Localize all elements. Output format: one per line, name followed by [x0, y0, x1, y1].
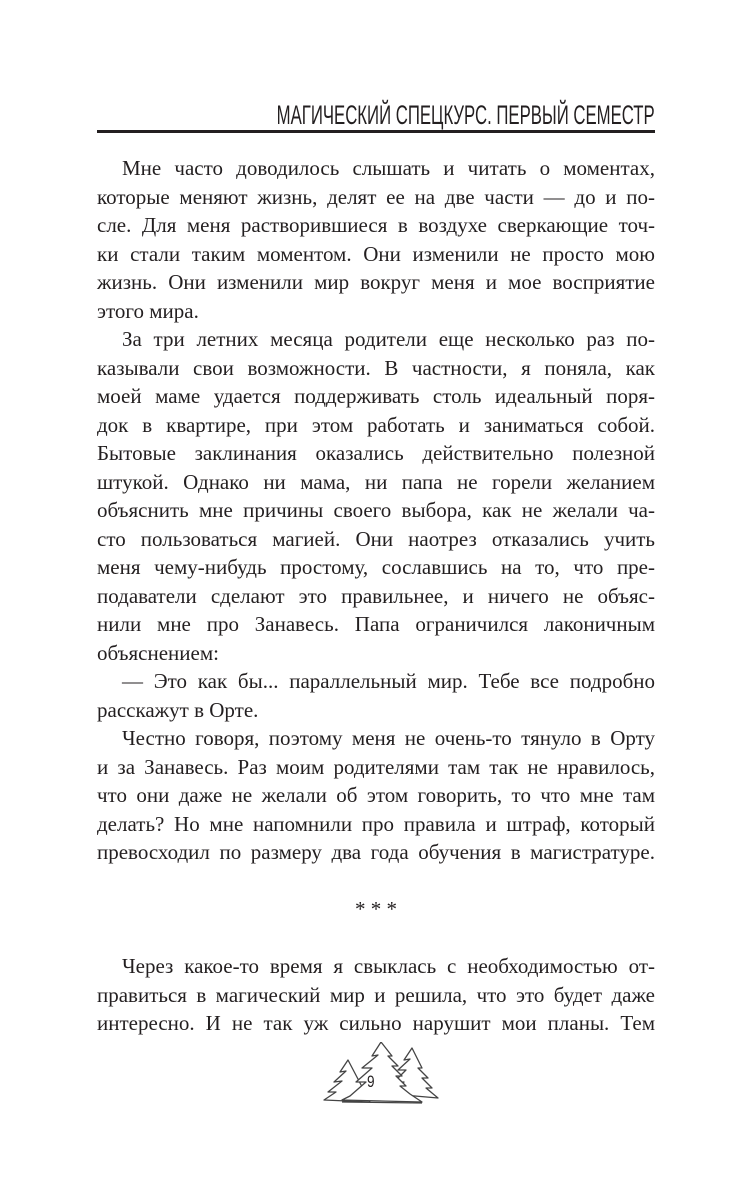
text-line: которые меняют жизнь, делят ее на две части — до и по- [97, 184, 655, 209]
fir-trees-icon [300, 1042, 460, 1114]
text-line: превосходил по размеру два года обучения в магистратуре. [97, 840, 655, 864]
text-line: За три летних месяца родители еще несколько раз по- [122, 327, 655, 351]
page-number: 9 [366, 1072, 375, 1091]
text-line: меня чему-нибудь простому, сославшись на то, что пре- [97, 555, 655, 579]
text-line: объяснить мне причины своего выбора, как не желали ча- [97, 498, 655, 522]
text-line: и за Занавесь. Раз моим родителями там так не нравилось, [97, 754, 655, 779]
text-line: Честно говоря, поэтому меня не очень-то тянуло в Орту [122, 726, 655, 750]
paragraph [97, 667, 655, 724]
text-line: что они даже не желали об этом говорить, то что мне там [97, 783, 655, 807]
paragraph [97, 724, 655, 867]
text-line: сто пользоваться магией. Они наотрез отказались учить [97, 526, 655, 551]
text-line: док в квартире, при этом работать и заниматься собой. [97, 412, 655, 437]
text-line: Мне часто доводилось слышать и читать о моментах, [122, 156, 655, 180]
text-line: Бытовые заклинания оказались действительно полезной [97, 441, 655, 465]
running-header [97, 98, 655, 134]
text-line: делать? Но мне напомнили про правила и штраф, который [97, 811, 655, 836]
paragraph [97, 952, 655, 1038]
text-line: штукой. Однако ни мама, ни папа не горели желанием [97, 469, 655, 494]
text-line: подаватели сделают это правильнее, и ничего не объяс- [97, 583, 655, 608]
paragraph [97, 154, 655, 325]
text-line: этого мира. [97, 298, 199, 323]
text-line: Через какое-то время я свыклась с необходимостью от- [122, 954, 655, 978]
header-rule [97, 130, 655, 133]
text-line: расскажут в Орте. [97, 697, 259, 722]
section-separator: * * * [355, 897, 397, 921]
text-line: правиться в магический мир и решила, что это будет даже [97, 982, 655, 1007]
text-line: ки стали таким моментом. Они изменили не просто мою [97, 241, 655, 266]
text-line: интересно. И не так уж сильно нарушит мои планы. Тем [97, 1011, 655, 1035]
body-text [97, 154, 655, 1038]
text-line: жизнь. Они изменили мир вокруг меня и мое восприятие [97, 270, 655, 294]
running-title: МАГИЧЕСКИЙ СПЕЦКУРС. ПЕРВЫЙ СЕМЕСТР [276, 100, 655, 130]
text-line: сле. Для меня растворившиеся в воздухе сверкающие точ- [97, 213, 655, 237]
text-line: казывали свои возможности. В частности, я поняла, как [97, 355, 655, 380]
page-footer [300, 1042, 460, 1114]
text-line: нили мне про Занавесь. Папа ограничился лаконичным [97, 612, 655, 636]
text-line: объяснением: [97, 640, 219, 665]
paragraph [97, 325, 655, 667]
text-line: — Это как бы... параллельный мир. Тебе все подробно [122, 669, 655, 693]
text-line: моей маме удается поддерживать столь идеальный поря- [97, 384, 655, 408]
